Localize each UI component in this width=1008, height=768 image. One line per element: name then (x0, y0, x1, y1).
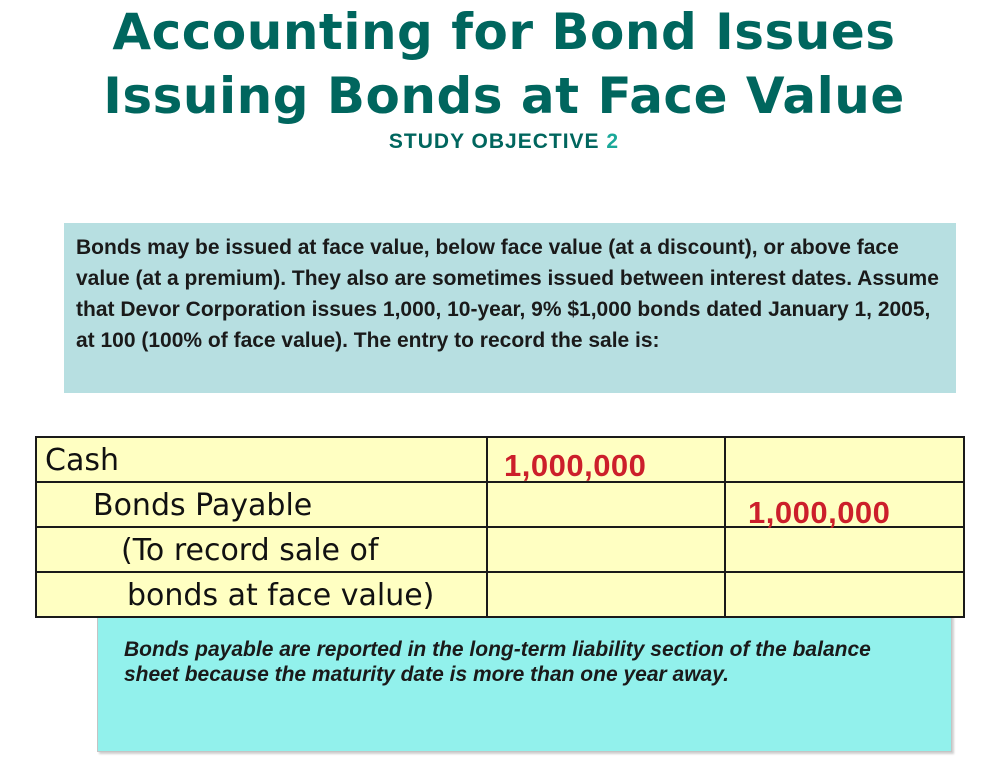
account-cell (36, 572, 487, 617)
account-name: Cash (45, 443, 119, 478)
debit-cell (487, 482, 725, 527)
credit-amount: 1,000,000 (748, 495, 891, 530)
journal-row-bonds-payable (36, 482, 964, 527)
journal-entry-table (35, 436, 965, 618)
explanation-text: (To record sale of (121, 533, 379, 568)
account-cell (36, 437, 487, 482)
account-cell (36, 482, 487, 527)
credit-cell (725, 482, 964, 530)
debit-cell (487, 527, 725, 572)
study-objective-number: 2 (606, 130, 620, 153)
title-line-1: Accounting for Bond Issues (112, 3, 896, 61)
credit-cell (725, 527, 964, 572)
study-objective (0, 130, 1008, 154)
journal-row-explanation-2 (36, 572, 964, 617)
debit-amount: 1,000,000 (504, 448, 647, 483)
credit-cell (725, 572, 964, 617)
study-objective-label: STUDY OBJECTIVE (388, 130, 600, 153)
debit-cell (487, 437, 725, 482)
intro-box (64, 223, 956, 393)
account-cell (36, 527, 487, 572)
explanation-text: bonds at face value) (127, 578, 435, 613)
journal-row-explanation-1 (36, 527, 964, 572)
note-text: Bonds payable are reported in the long-term liability section of the balance sheet because the maturity date is more than one year away. (124, 638, 871, 686)
title-line-2: Issuing Bonds at Face Value (103, 67, 905, 125)
account-name: Bonds Payable (93, 488, 313, 523)
credit-cell (725, 437, 964, 482)
intro-text: Bonds may be issued at face value, below face value (at a discount), or above face value (at a premium). They also are sometimes issued between interest dates. Assume that Devor Corporation issues 1,000, 10-year, 9% $1,000 bonds dated January 1, 2005, at 100 (100% of face value). The entry to record the sale is: (76, 236, 939, 352)
debit-cell (487, 572, 725, 617)
journal-row-cash (36, 437, 964, 482)
note-box (97, 612, 952, 752)
